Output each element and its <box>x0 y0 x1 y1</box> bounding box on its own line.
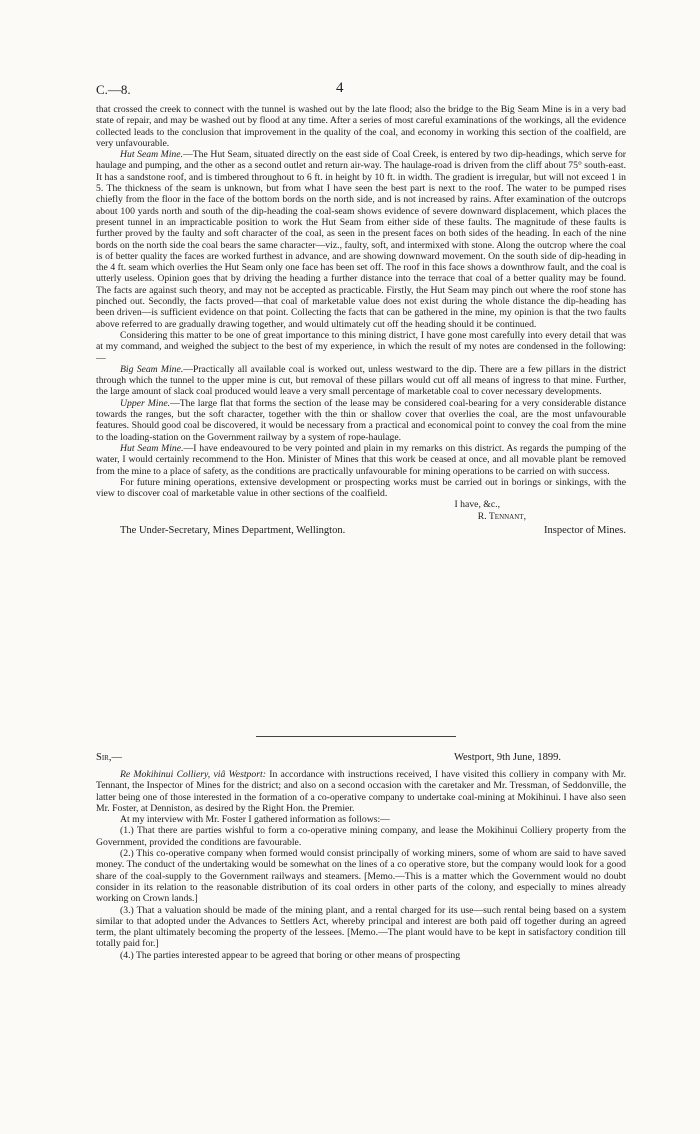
signatory-title: Inspector of Mines. <box>544 524 626 536</box>
paragraph-hut-seam <box>96 149 626 330</box>
section-heading: Big Seam Mine. <box>120 363 184 375</box>
addressee-row <box>96 524 626 537</box>
page-number: 4 <box>336 80 344 96</box>
paragraph-text: —The Hut Seam, situated directly on the east side of Coal Creek, is entered by two dip-headings, which serve for haulage and pumping, and the other as a second outlet and return air-way. The haulage-road is driven from the cliff about 75° south-east. It has a sandstone roof, and is timbered throughout to 6 ft. in height by 10 ft. in width. The gradient is irregular, but will not exceed 1 in 5. The thickness of the seam is unknown, but from what I have seen the best part is next to the roof. The water to be pumped rises chiefly from the floor in the face of the bottom bords on the north side, and is not increased by rains. After examination of the outcrops about 100 yards north and south of the dip-heading the coal-seam shows evidence of severe downward displacement, which places the present tunnel in an impracticable position to work the Hut Seam from either side of these faults. The magnitude of these faults is further proved by the faulty and soft character of the coal, as seen in the present faces on both sides of the heading. In each of the nine bords on the north side the coal bears the same character—viz., faulty, soft, and intermixed with stone. Along the outcrop where the coal is of better quality the faces are worked furthest in advance, and are showing downward movement. On the south side of dip-heading in the 4 ft. seam which overlies the Hut Seam only one face has been set off. The roof in this face shows a downthrow fault, and the coal is utterly useless. Opinion goes that by driving the heading a further distance into the terrace that coal of a better quality may be found. The facts are against such theory, and may not be accepted as practicable. Firstly, the Hut Seam may pinch out where the roof stone has pinched out. Secondly, the facts proved—that coal of marketable value does not exist during the whole distance the dip-heading has been driven—is sufficient evidence on that point. Collecting the facts that can be gathered in the mine, my opinion is that the two faults above referred to are gradually drawing together, and would ultimately cut off the heading should it be continued. <box>96 149 627 330</box>
paragraph-text: —I have endeavoured to be very pointed and plain in my remarks on this district. As regards the pumping of the water, I would certainly recommend to the Hon. Minister of Mines that this work be ceased at once, and all movable plant be removed from the mine to a place of safety, as the conditions are practically unfavourable for mining operations to be carried on with success. <box>96 442 626 477</box>
paragraph: For future mining operations, extensive development or prospecting works must be carried out in borings or sinkings, with the view to discover coal of marketable value in other sections of the coalfield. <box>96 476 626 500</box>
section-divider <box>256 736 456 737</box>
paragraph-upper-mine <box>96 398 626 443</box>
paragraph: Considering this matter to be one of great importance to this mining district, I have gone most carefully into every detail that was at my command, and weighed the subject to the best of my experience, in which the result of my notes are condensed in the following:— <box>96 329 626 364</box>
paragraph-big-seam <box>96 364 626 398</box>
letter-date: Westport, 9th June, 1899. <box>453 752 561 763</box>
paragraph: that crossed the creek to connect with the tunnel is washed out by the late flood; also the bridge to the Big Seam Mine is in a very bad state of repair, and may be washed out by flood at any time. After a series of most careful examinations of the workings, all the evidence collected leads to the conclusion that improvement in the quality of the coal, and economy in working this section of the coalfield, are very unfavourable. <box>96 104 626 149</box>
signature: R. Tennant, <box>477 510 526 522</box>
section-heading: Hut Seam Mine. <box>120 149 183 161</box>
paragraph-item-4: (4.) The parties interested appear to be agreed that boring or other means of prospecting <box>120 949 461 961</box>
letter-one <box>96 104 626 537</box>
addressee: The Under-Secretary, Mines Department, Wellington. <box>120 524 346 536</box>
paragraph: At my interview with Mr. Foster I gathered information as follows:— <box>120 814 390 826</box>
salutation: Sir,— <box>96 752 122 763</box>
paragraph-item-1: (1.) That there are parties wishful to form a co-operative mining company, and lease the Mokihinui Colliery property from the Government, provided the conditions are favourable. <box>96 825 626 848</box>
subject-line: Re Mokihinui Colliery, viâ Westport: <box>120 769 266 780</box>
closing: I have, &c., <box>454 499 500 511</box>
document-code: C.—8. <box>96 82 131 97</box>
paragraph-intro <box>96 769 626 814</box>
paragraph-hut-seam-2 <box>96 443 626 477</box>
paragraph-text: —Practically all available coal is worked out, unless westward to the dip. There are a few pillars in the district through which the tunnel to the upper mine is cut, but removal of these pillars would cut off all means of ingress to that mine. Further, the large amount of slack coal produced would leave a very small percentage of marketable coal to cover necessary developments. <box>96 363 627 398</box>
letter-two <box>96 751 626 961</box>
paragraph-item-2: (2.) This co-operative company when formed would consist principally of working miners, some of whom are said to have saved money. The conduct of the undertaking would be somewhat on the lines of a co operative store, but the company would look for a good share of the coal-supply to the Government railways and steamers. [Memo.—This is a matter which the Government would no doubt consider in its relation to the reasonable distribution of its coal orders in other parts of the colony, and especially to mines already working on Crown lands.] <box>96 848 626 905</box>
paragraph-text: —The large flat that forms the section of the lease may be considered coal-bearing for a very considerable distance towards the ranges, but the soft character, together with the thin or shallow cover that overlies the coal, are the most unfavourable features. Should good coal be discovered, it would be necessary from a practical and economical point to convey the coal from the mine to the loading-station on the Government railway by a system of rope-haulage. <box>96 397 626 443</box>
paragraph-text: In accordance with instructions received, I have visited this colliery in company with Mr. Tennant, the Inspector of Mines for the district; and also on a second occasion with the caretaker and Mr. Tressman, of Seddonville, the latter being one of those interested in the formation of a co-operative company to undertake coal-mining at Mokihinui. I have also seen Mr. Foster, at Denniston, as desired by the Right Hon. the Premier. <box>96 769 626 814</box>
salutation-row <box>96 751 626 764</box>
paragraph-item-3: (3.) That a valuation should be made of the mining plant, and a rental charged for its use—such rental being based on a system similar to that adopted under the Advances to Settlers Act, whereby principal and interest are both paid off together during an agreed term, the plant ultimately becoming the property of the lessees. [Memo.—The plant would have to be kept in satisfactory condition till totally paid for.] <box>96 904 626 950</box>
section-heading: Hut Seam Mine. <box>120 442 184 454</box>
closing-row <box>96 499 626 510</box>
section-heading: Upper Mine. <box>120 397 171 409</box>
signature-row <box>96 511 626 522</box>
